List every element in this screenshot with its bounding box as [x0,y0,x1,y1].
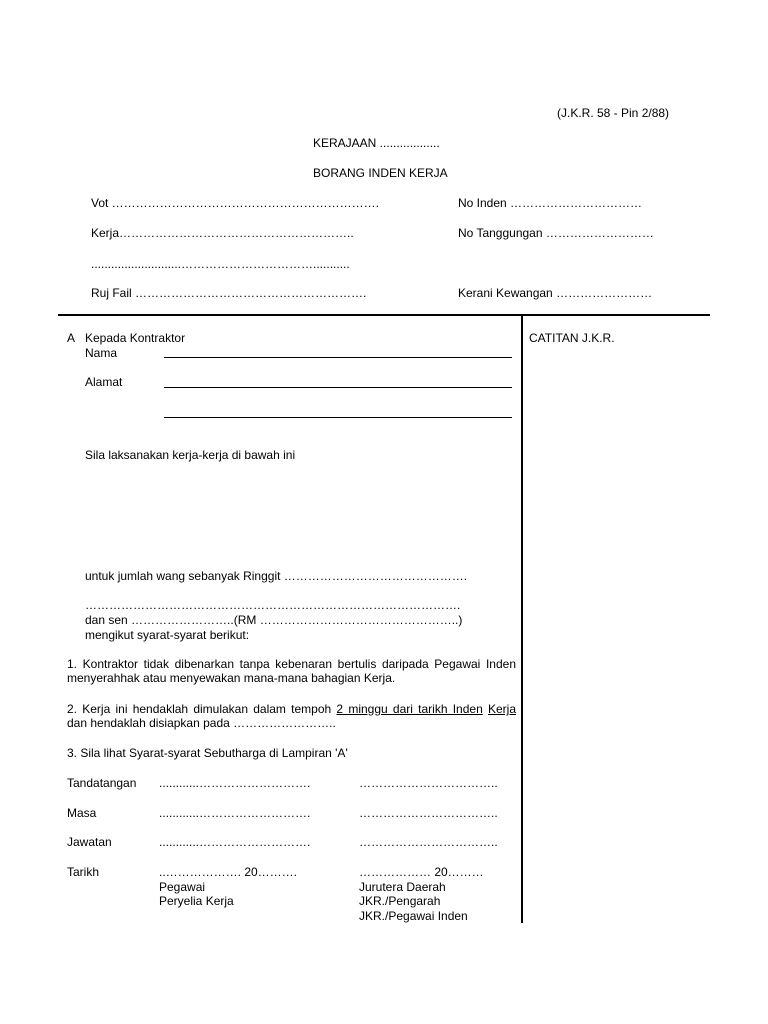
nama-label: Nama [85,346,118,360]
condition-2-end: dan hendaklah disiapkan pada …………………….. [67,716,336,730]
pegawai-title-line-1: Pegawai [159,880,206,894]
nama-line [164,357,512,358]
kerja-field: Kerja………………………………………………….. [91,226,354,240]
form-title: BORANG INDEN KERJA [313,166,448,180]
jawatan-right-dots: …………………………….. [359,835,498,849]
dots-line: ...........................……………………………........... [91,257,350,271]
amount-sen-line: dan sen ……………………..(RM …………………………………………..) [85,613,463,627]
tarikh-right: ……………… 20……… [359,865,484,879]
section-letter: A [67,331,76,345]
catitan-jkr-heading: CATITAN J.K.R. [529,331,615,345]
condition-2-period-end: Kerja [487,702,516,716]
no-tanggungan-field: No Tanggungan ……………………… [458,226,654,240]
column-divider [521,315,523,923]
jawatan-left-dots: ............………………………. [159,835,311,849]
amount-continuation-line: …………………………………………………………………………………. [85,598,461,612]
tandatangan-left-dots: ............………………………. [159,776,311,790]
kerajaan-field: KERAJAAN .................. [313,136,440,150]
masa-right-dots: …………………………….. [359,806,498,820]
jurutera-title-line-1: Jurutera Daerah [359,880,446,894]
pegawai-title-line-2: Peryelia Kerja [159,894,234,908]
condition-3: 3. Sila lihat Syarat-syarat Sebutharga di Lampiran 'A' [67,746,348,760]
condition-1: 1. Kontraktor tidak dibenarkan tanpa kebenaran bertulis daripada Pegawai Inden menyerahhak atau menyewakan mana-mana bahagian Kerja. [67,657,516,685]
jurutera-title-line-2: JKR./Pengarah [359,894,441,908]
form-reference: (J.K.R. 58 - Pin 2/88) [557,106,670,120]
alamat-line-1 [164,387,512,388]
no-inden-field: No Inden …………………………… [458,196,643,210]
jurutera-title-line-3: JKR./Pegawai Inden [359,909,468,923]
condition-2-period: 2 minggu dari tarikh Inden [336,702,483,716]
tandatangan-right-dots: …………………………….. [359,776,498,790]
tarikh-label: Tarikh [67,865,100,879]
jawatan-label: Jawatan [67,835,112,849]
kepada-kontraktor-label: Kepada Kontraktor [85,331,186,345]
alamat-label: Alamat [85,375,123,389]
alamat-line-2 [164,417,512,418]
vot-field: Vot …………………………………………………………. [91,196,380,210]
conditions-intro: mengikut syarat-syarat berikut: [85,628,250,642]
condition-2-start: 2. Kerja ini hendaklah dimulakan dalam tempoh [67,702,332,716]
masa-label: Masa [67,806,97,820]
condition-2 [67,702,516,730]
amount-ringgit-line: untuk jumlah wang sebanyak Ringgit ………………………………………. [85,569,468,583]
ruj-fail-field: Ruj Fail …………………………………………………. [91,286,367,300]
instruction-text: Sila laksanakan kerja-kerja di bawah ini [85,448,296,462]
tarikh-left: ..………………. 20………. [159,865,298,879]
tandatangan-label: Tandatangan [67,776,137,790]
kerani-kewangan-field: Kerani Kewangan …………………… [458,286,653,300]
section-divider [58,314,710,316]
masa-left-dots: ............………………………. [159,806,311,820]
